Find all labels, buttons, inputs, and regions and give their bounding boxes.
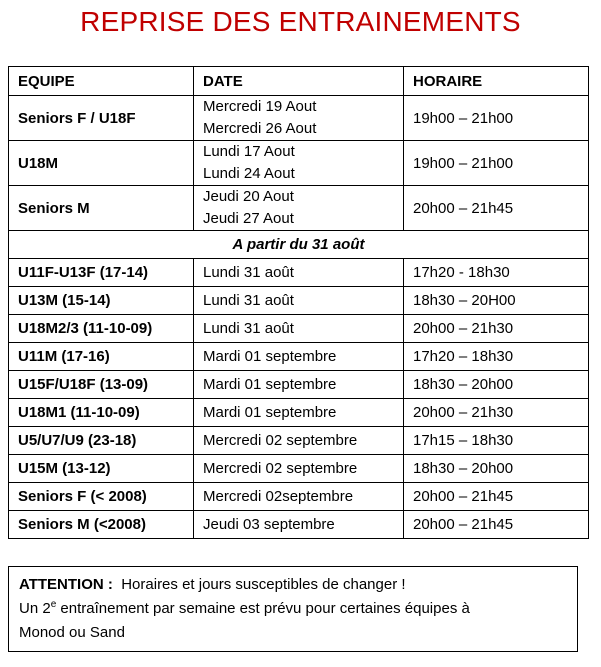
time-cell: 19h00 – 21h00	[404, 141, 589, 186]
table-row	[9, 483, 589, 511]
date-cell: Mardi 01 septembre	[194, 399, 404, 427]
notice-text: Horaires et jours susceptibles de changer !	[121, 576, 406, 593]
time-cell: 20h00 – 21h45	[404, 186, 589, 231]
date-line: Lundi 24 Aout	[203, 165, 295, 182]
table-row	[9, 371, 589, 399]
table-row	[9, 287, 589, 315]
section-row	[9, 231, 589, 259]
notice-line-2	[19, 597, 577, 621]
table-header-row	[9, 67, 589, 96]
team-cell: Seniors M (<2008)	[9, 511, 194, 539]
date-line: Jeudi 27 Aout	[203, 210, 294, 227]
page-title: REPRISE DES ENTRAINEMENTS	[80, 6, 521, 37]
date-cell: Lundi 31 août	[194, 315, 404, 343]
date-cell: Lundi 31 août	[194, 287, 404, 315]
time-cell: 18h30 – 20h00	[404, 371, 589, 399]
time-cell: 17h15 – 18h30	[404, 427, 589, 455]
date-cell: Mercredi 02 septembre	[194, 427, 404, 455]
date-cell: Mercredi 02septembre	[194, 483, 404, 511]
notice-box	[8, 566, 578, 652]
team-cell: U18M1 (11-10-09)	[9, 399, 194, 427]
ordinal-suffix: e	[50, 599, 57, 610]
date-cell: Mercredi 02 septembre	[194, 455, 404, 483]
date-cell	[194, 96, 404, 141]
time-cell: 19h00 – 21h00	[404, 96, 589, 141]
notice-text: Un 2	[19, 600, 51, 617]
date-line: Lundi 17 Aout	[203, 143, 295, 160]
time-cell: 20h00 – 21h30	[404, 399, 589, 427]
time-cell: 18h30 – 20H00	[404, 287, 589, 315]
table-row	[9, 343, 589, 371]
table-row	[9, 141, 589, 186]
table-row	[9, 427, 589, 455]
date-cell	[194, 141, 404, 186]
date-cell: Jeudi 03 septembre	[194, 511, 404, 539]
team-cell: U18M2/3 (11-10-09)	[9, 315, 194, 343]
header-team: EQUIPE	[9, 67, 194, 96]
date-cell	[194, 186, 404, 231]
date-line: Jeudi 20 Aout	[203, 188, 294, 205]
section-label: A partir du 31 août	[9, 231, 589, 259]
team-cell: Seniors F / U18F	[9, 96, 194, 141]
team-cell: Seniors F (< 2008)	[9, 483, 194, 511]
table-row	[9, 455, 589, 483]
date-cell: Mardi 01 septembre	[194, 371, 404, 399]
time-cell: 20h00 – 21h45	[404, 483, 589, 511]
team-cell: U11F-U13F (17-14)	[9, 259, 194, 287]
time-cell: 18h30 – 20h00	[404, 455, 589, 483]
table-row	[9, 315, 589, 343]
team-cell: U13M (15-14)	[9, 287, 194, 315]
team-cell: U15F/U18F (13-09)	[9, 371, 194, 399]
table-row	[9, 186, 589, 231]
team-cell: U11M (17-16)	[9, 343, 194, 371]
time-cell: 20h00 – 21h45	[404, 511, 589, 539]
team-cell: U18M	[9, 141, 194, 186]
schedule-table	[8, 66, 589, 539]
date-line: Mercredi 26 Aout	[203, 120, 317, 137]
header-time: HORAIRE	[404, 67, 589, 96]
team-cell: U15M (13-12)	[9, 455, 194, 483]
table-row	[9, 96, 589, 141]
time-cell: 17h20 - 18h30	[404, 259, 589, 287]
team-cell: Seniors M	[9, 186, 194, 231]
notice-line-3: Monod ou Sand	[19, 624, 125, 641]
time-cell: 17h20 – 18h30	[404, 343, 589, 371]
notice-line-1	[19, 573, 577, 597]
table-row	[9, 259, 589, 287]
date-line: Mercredi 19 Aout	[203, 98, 317, 115]
table-row	[9, 511, 589, 539]
team-cell: U5/U7/U9 (23-18)	[9, 427, 194, 455]
notice-label: ATTENTION :	[19, 576, 113, 593]
time-cell: 20h00 – 21h30	[404, 315, 589, 343]
date-cell: Mardi 01 septembre	[194, 343, 404, 371]
header-date: DATE	[194, 67, 404, 96]
notice-text: entraînement par semaine est prévu pour certaines équipes à	[56, 600, 470, 617]
table-row	[9, 399, 589, 427]
date-cell: Lundi 31 août	[194, 259, 404, 287]
